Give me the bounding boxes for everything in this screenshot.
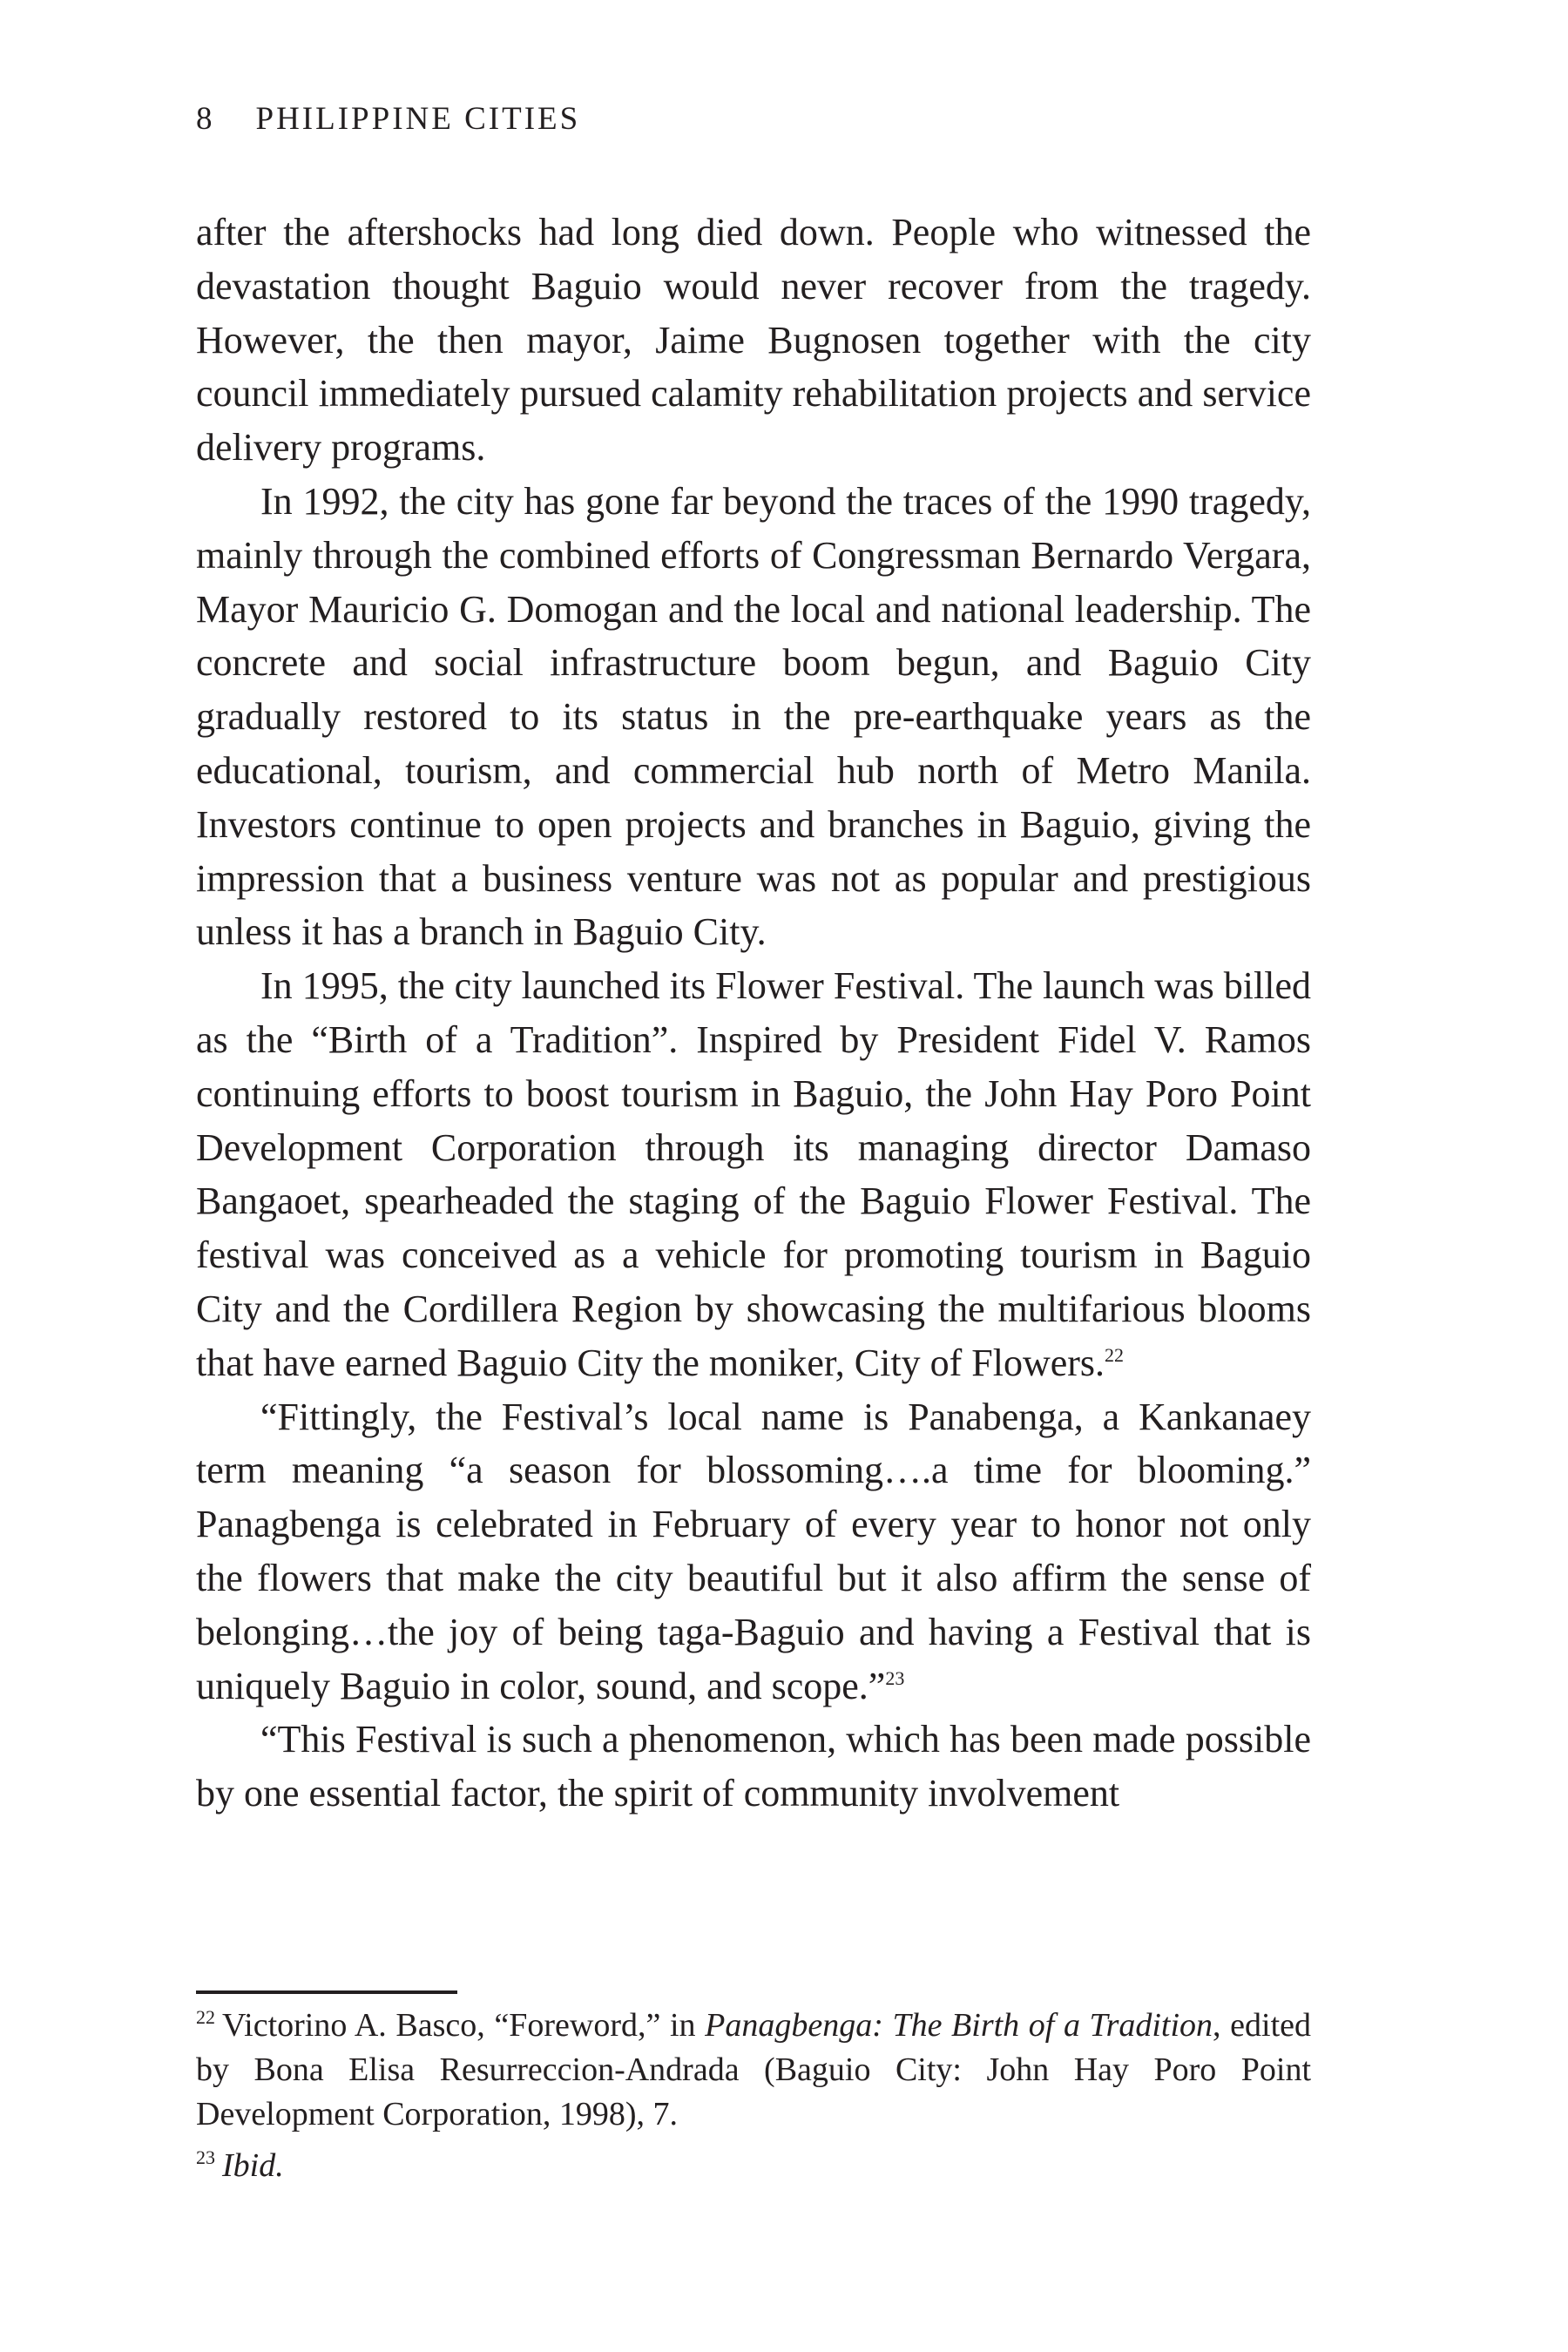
footnote-text: Victorino A. Basco, “Foreword,” in bbox=[222, 2007, 706, 2044]
paragraph-5 bbox=[196, 1713, 1311, 1821]
running-title: PHILIPPINE CITIES bbox=[255, 101, 581, 137]
footnote-reference-23[interactable]: 23 bbox=[885, 1666, 905, 1689]
footnote-number: 22 bbox=[196, 2006, 215, 2028]
paragraph-4-text: “Fittingly, the Festival’s local name is Panabenga, a Kankanaey term meaning “a season for blossoming….a time for blooming.” Panagbenga is celebrated in February of every year to honor not only the flowers that make the city beautiful but it also affirm the sense of belonging…the joy of being taga-Baguio and having a Festival that is uniquely Baguio in color, sound, and scope.” bbox=[196, 1395, 1311, 1707]
page-number: 8 bbox=[196, 101, 213, 137]
paragraph-3 bbox=[196, 959, 1311, 1389]
running-header bbox=[196, 103, 580, 135]
paragraph-5-text: “This Festival is such a phenomenon, which has been made possible by one essential factor, the spirit of community involvement bbox=[196, 1718, 1311, 1815]
footnote-reference-22[interactable]: 22 bbox=[1105, 1343, 1125, 1366]
footnote-book-title: Panagbenga: The Birth of a Tradition bbox=[705, 2007, 1213, 2044]
footnote-divider bbox=[196, 1990, 457, 1994]
paragraph-1 bbox=[196, 206, 1311, 475]
body-text bbox=[196, 206, 1311, 1821]
paragraph-4 bbox=[196, 1390, 1311, 1713]
paragraph-3-text: In 1995, the city launched its Flower Festival. The launch was billed as the “Birth of a Tradition”. Inspired by President Fidel V. Ramos continuing efforts to boost tourism in Baguio, the John Hay Poro Point Development Corporation through its managing director Damaso Bangaoet, spearheaded the staging of the Baguio Flower Festival. The festival was conceived as a vehicle for promoting tourism in Baguio City and the Cordillera Region by showcasing the multifarious blooms that have earned Baguio City the moniker, City of Flowers. bbox=[196, 964, 1311, 1384]
footnote-22 bbox=[196, 2004, 1311, 2137]
paragraph-2-text: In 1992, the city has gone far beyond the traces of the 1990 tragedy, mainly through the combined efforts of Congressman Bernardo Vergara, Mayor Mauricio G. Domogan and the local and national leadership. The concrete and social infrastructure boom begun, and Baguio City gradually restored to its status in the pre-earthquake years as the educational, tourism, and commercial hub north of Metro Manila. Investors continue to open projects and branches in Baguio, giving the impression that a business venture was not as popular and prestigious unless it has a branch in Baguio City. bbox=[196, 479, 1311, 954]
footnotes bbox=[196, 2004, 1311, 2188]
paragraph-1-text: after the aftershocks had long died down. People who witnessed the devastation thought Baguio would never recover from the tragedy. However, the then mayor, Jaime Bugnosen together with the city council immediately pursued calamity rehabilitation projects and service delivery programs. bbox=[196, 211, 1311, 470]
footnote-number: 23 bbox=[196, 2146, 215, 2168]
footnote-text: , edited by Bona Elisa Resurreccion-Andrada (Baguio City: John Hay Poro Point Development Corporation, 1998), 7. bbox=[196, 2007, 1311, 2132]
footnote-text: Ibid. bbox=[222, 2147, 284, 2184]
footnote-23 bbox=[196, 2144, 1311, 2188]
paragraph-2 bbox=[196, 475, 1311, 959]
